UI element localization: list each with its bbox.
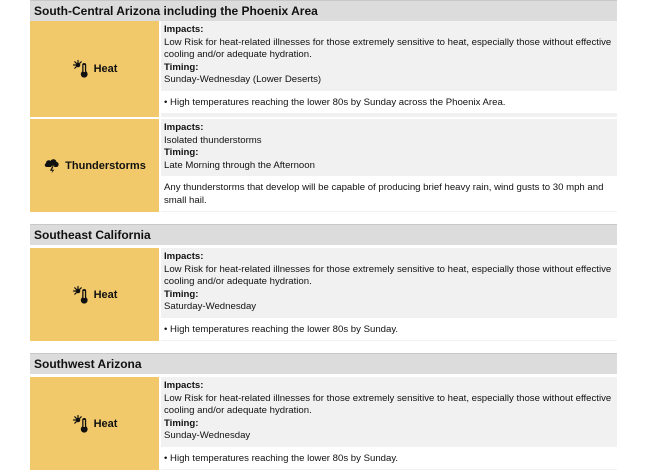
hazard-cell (30, 21, 161, 117)
hazard-note: • High temperatures reaching the lower 80s by Sunday. (161, 447, 617, 469)
thermometer-sun-icon (72, 59, 92, 79)
hazard-details (161, 119, 617, 212)
timing-text: Late Morning through the Afternoon (164, 159, 315, 171)
thermometer-sun-icon (72, 414, 92, 434)
impacts-text: Low Risk for heat-related illnesses for those extremely sensitive to heat, especially those without effective cooling and/or adequate hydration. (164, 263, 612, 288)
impacts-label: Impacts: (164, 122, 204, 133)
timing-label: Timing: (164, 147, 199, 159)
hazard-row-thunderstorms (30, 119, 617, 212)
hazard-cell (30, 119, 161, 212)
hazard-note: • High temperatures reaching the lower 80s by Sunday across the Phoenix Area. (161, 91, 617, 113)
impacts-text: Low Risk for heat-related illnesses for those extremely sensitive to heat, especially those without effective cooling and/or adequate hydration. (164, 36, 612, 61)
hazard-label: Heat (93, 288, 118, 301)
thunderstorm-cloud-icon (43, 156, 63, 176)
impacts-label: Impacts: (164, 24, 204, 35)
timing-label: Timing: (164, 61, 199, 73)
timing-text: Sunday-Wednesday (Lower Deserts) (164, 74, 322, 86)
hazard-note: • High temperatures reaching the lower 80s by Sunday. (161, 318, 617, 340)
hazard-label: Heat (93, 417, 118, 430)
impacts-text: Isolated thunderstorms (164, 134, 262, 146)
hazard-details (161, 377, 617, 470)
section-header-south-central-arizona: South-Central Arizona including the Phoenix Area (30, 0, 617, 21)
hazard-details (161, 21, 617, 117)
timing-label: Timing: (164, 417, 199, 429)
thermometer-sun-icon (72, 285, 92, 305)
hazard-details (161, 248, 617, 341)
section-header-southeast-california: Southeast California (30, 224, 617, 245)
hazard-cell (30, 377, 161, 470)
hazard-row-heat (30, 377, 617, 470)
section-header-southwest-arizona: Southwest Arizona (30, 353, 617, 374)
timing-label: Timing: (164, 288, 199, 300)
impacts-label: Impacts: (164, 380, 204, 391)
hazard-cell (30, 248, 161, 341)
impacts-label: Impacts: (164, 251, 204, 262)
hazard-label: Heat (93, 63, 118, 75)
hazard-label: Thunderstorms (65, 159, 146, 172)
hazard-note: Any thunderstorms that develop will be capable of producing brief heavy rain, wind gusts to 30 mph and small hail. (161, 176, 617, 210)
timing-text: Sunday-Wednesday (164, 430, 251, 442)
hazard-row-heat (30, 21, 617, 117)
timing-text: Saturday-Wednesday (164, 301, 257, 313)
impacts-text: Low Risk for heat-related illnesses for those extremely sensitive to heat, especially those without effective cooling and/or adequate hydration. (164, 392, 612, 417)
hazard-row-heat (30, 248, 617, 341)
